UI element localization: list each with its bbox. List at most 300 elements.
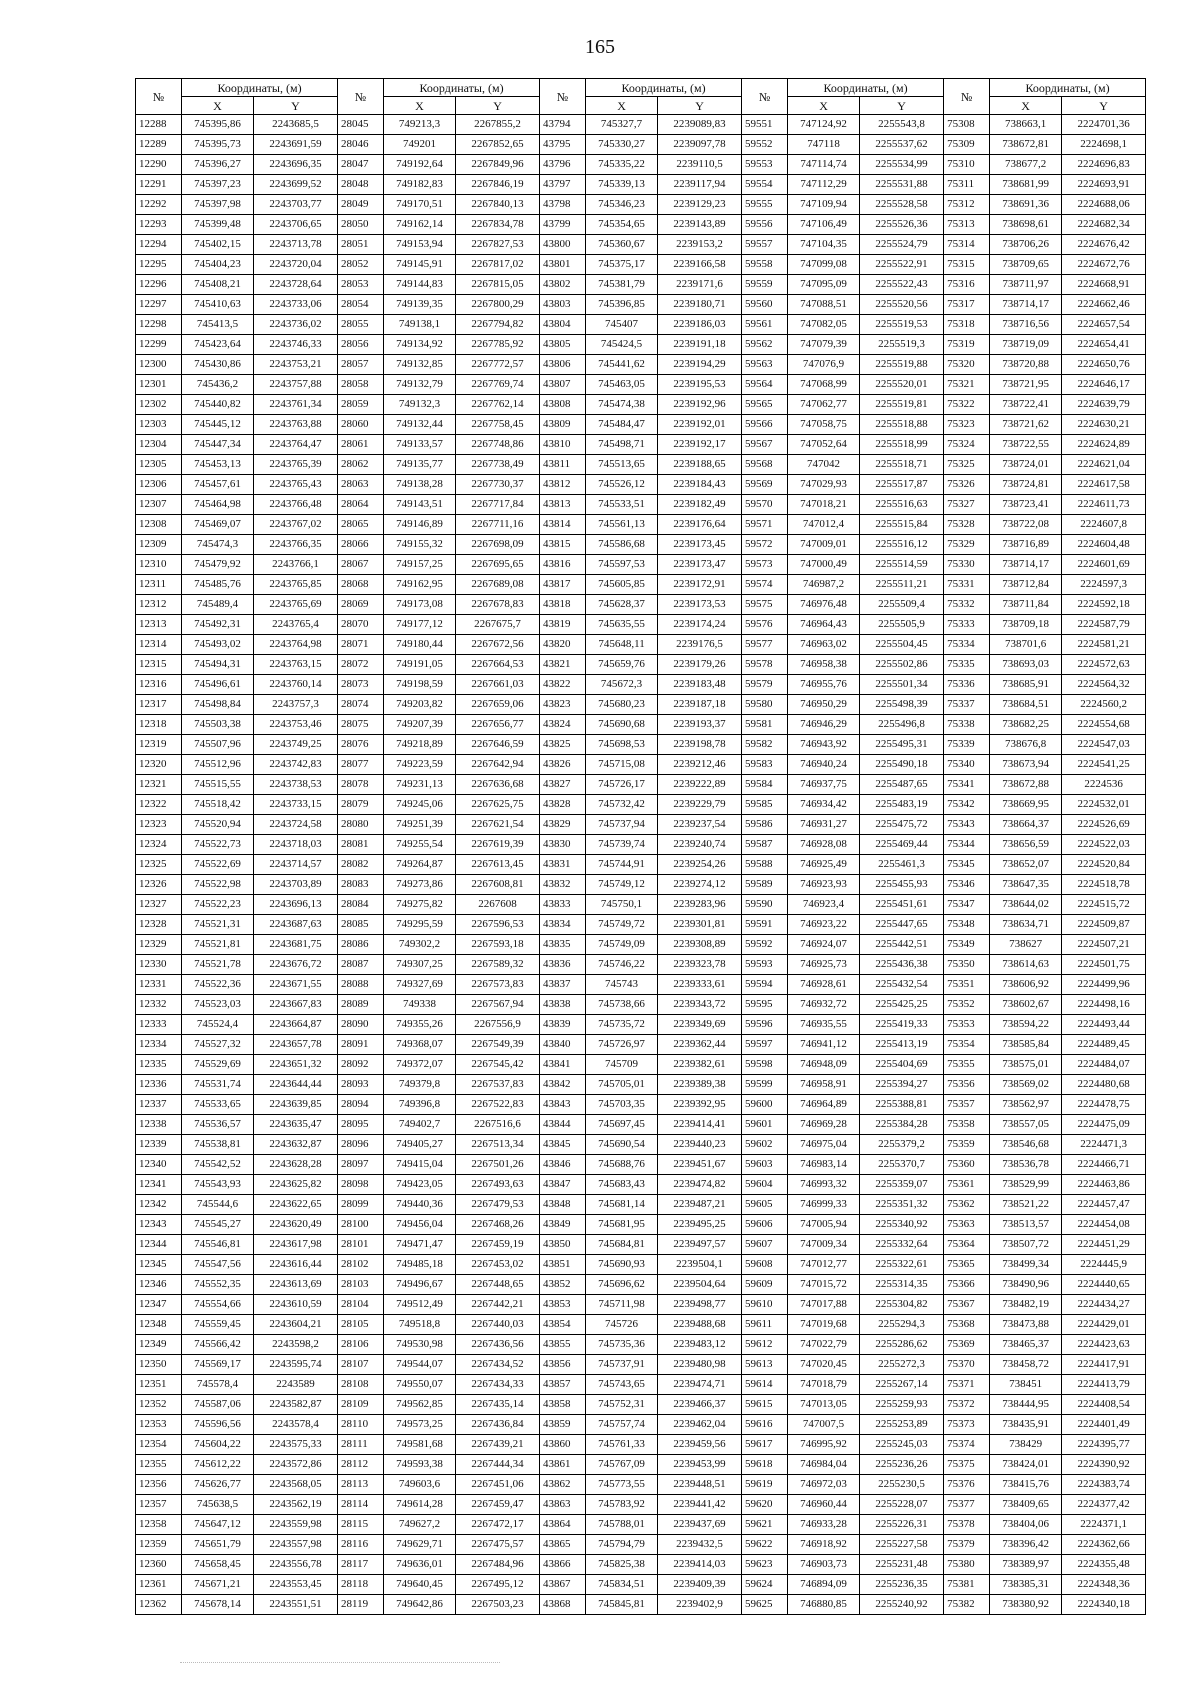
coord-y: 2255253,89 [860,1415,944,1435]
coord-y: 2243703,77 [254,195,338,215]
coord-y: 2239487,21 [658,1195,742,1215]
coord-y: 2255537,62 [860,135,944,155]
coord-x: 738465,37 [990,1335,1062,1355]
coord-x: 738664,37 [990,815,1062,835]
point-number: 75319 [944,335,990,355]
coord-x: 745457,61 [182,475,254,495]
coord-x: 747013,05 [788,1395,860,1415]
coord-x: 749302,2 [384,935,456,955]
point-number: 28105 [338,1315,384,1335]
coord-y: 2267589,32 [456,955,540,975]
coord-x: 738711,97 [990,275,1062,295]
coord-y: 2255394,27 [860,1075,944,1095]
coord-y: 2255519,81 [860,395,944,415]
coord-y: 2255475,72 [860,815,944,835]
coord-y: 2239173,45 [658,535,742,555]
coord-x: 749213,3 [384,115,456,135]
coord-x: 749180,44 [384,635,456,655]
point-number: 75315 [944,255,990,275]
point-number: 75344 [944,835,990,855]
point-number: 75345 [944,855,990,875]
coord-x: 738719,09 [990,335,1062,355]
point-number: 59551 [742,115,788,135]
coord-x: 749629,71 [384,1535,456,1555]
point-number: 28107 [338,1355,384,1375]
point-number: 59556 [742,215,788,235]
coord-y: 2255518,88 [860,415,944,435]
coord-y: 2224520,84 [1062,855,1146,875]
point-number: 75376 [944,1475,990,1495]
point-number: 28090 [338,1015,384,1035]
table-row [136,1555,1146,1575]
coord-x: 745681,14 [586,1195,658,1215]
coord-x: 738684,51 [990,695,1062,715]
point-number: 28065 [338,515,384,535]
point-number: 12310 [136,555,182,575]
point-number: 43860 [540,1435,586,1455]
table-row [136,915,1146,935]
point-number: 59575 [742,595,788,615]
coord-x: 738698,61 [990,215,1062,235]
point-number: 75321 [944,375,990,395]
coord-x: 746972,03 [788,1475,860,1495]
point-number: 75377 [944,1495,990,1515]
coord-y: 2239195,53 [658,375,742,395]
coord-y: 2243556,78 [254,1555,338,1575]
coord-y: 2255502,86 [860,655,944,675]
coord-x: 738499,34 [990,1255,1062,1275]
coord-y: 2239437,69 [658,1515,742,1535]
coord-x: 746958,38 [788,655,860,675]
coord-y: 2255245,03 [860,1435,944,1455]
point-number: 43812 [540,475,586,495]
point-number: 28115 [338,1515,384,1535]
coord-y: 2267545,42 [456,1055,540,1075]
coord-x: 749642,86 [384,1595,456,1615]
coord-y: 2239474,82 [658,1175,742,1195]
point-number: 43813 [540,495,586,515]
point-number: 59579 [742,675,788,695]
coord-y: 2239174,24 [658,615,742,635]
point-number: 12342 [136,1195,182,1215]
point-number: 75370 [944,1355,990,1375]
table-row [136,1075,1146,1095]
point-number: 43863 [540,1495,586,1515]
coord-x: 745737,91 [586,1355,658,1375]
point-number: 75338 [944,715,990,735]
coord-y: 2243578,4 [254,1415,338,1435]
coord-y: 2239184,43 [658,475,742,495]
coord-y: 2267794,82 [456,315,540,335]
point-number: 59613 [742,1355,788,1375]
table-row [136,615,1146,635]
point-number: 28087 [338,955,384,975]
coord-y: 2255519,3 [860,335,944,355]
coord-y: 2243664,87 [254,1015,338,1035]
point-number: 43806 [540,355,586,375]
coord-y: 2243644,44 [254,1075,338,1095]
coord-y: 2224630,21 [1062,415,1146,435]
point-number: 43825 [540,735,586,755]
coord-x: 745566,42 [182,1335,254,1355]
coord-x: 749512,49 [384,1295,456,1315]
coord-x: 749132,79 [384,375,456,395]
coord-y: 2224509,87 [1062,915,1146,935]
coord-x: 738669,95 [990,795,1062,815]
coord-x: 745512,96 [182,755,254,775]
point-number: 75328 [944,515,990,535]
coord-x: 749134,92 [384,335,456,355]
table-row [136,1095,1146,1115]
coord-x: 747052,64 [788,435,860,455]
coord-x: 738709,65 [990,255,1062,275]
coord-x: 746960,44 [788,1495,860,1515]
coord-y: 2224592,18 [1062,595,1146,615]
coord-y: 2239453,99 [658,1455,742,1475]
coord-y: 2255230,5 [860,1475,944,1495]
coord-x: 738409,65 [990,1495,1062,1515]
point-number: 12352 [136,1395,182,1415]
coord-y: 2224390,92 [1062,1455,1146,1475]
coord-x: 749603,6 [384,1475,456,1495]
coord-y: 2239153,2 [658,235,742,255]
table-row [136,1055,1146,1075]
coord-y: 2243625,82 [254,1175,338,1195]
coord-x: 747109,94 [788,195,860,215]
coord-x: 749405,27 [384,1135,456,1155]
coord-x: 738721,95 [990,375,1062,395]
coord-x: 746976,48 [788,595,860,615]
table-row [136,655,1146,675]
point-number: 75369 [944,1335,990,1355]
point-number: 75340 [944,755,990,775]
point-number: 75363 [944,1215,990,1235]
point-number: 43824 [540,715,586,735]
coord-x: 746993,32 [788,1175,860,1195]
table-row [136,815,1146,835]
table-row [136,1175,1146,1195]
coord-y: 2239504,64 [658,1275,742,1295]
point-number: 28086 [338,935,384,955]
coord-y: 2255526,36 [860,215,944,235]
point-number: 12350 [136,1355,182,1375]
coord-x: 749368,07 [384,1035,456,1055]
coord-x: 749640,45 [384,1575,456,1595]
coord-x: 746995,92 [788,1435,860,1455]
point-number: 12298 [136,315,182,335]
coord-x: 745399,48 [182,215,254,235]
coord-y: 2239254,26 [658,855,742,875]
point-number: 43818 [540,595,586,615]
coord-x: 745493,02 [182,635,254,655]
coord-x: 745521,31 [182,915,254,935]
coord-y: 2224668,91 [1062,275,1146,295]
point-number: 43823 [540,695,586,715]
point-number: 28110 [338,1415,384,1435]
point-number: 59622 [742,1535,788,1555]
point-number: 12340 [136,1155,182,1175]
coord-y: 2255519,53 [860,315,944,335]
coord-y: 2243738,53 [254,775,338,795]
coord-y: 2255370,7 [860,1155,944,1175]
coord-x: 749153,94 [384,235,456,255]
point-number: 43847 [540,1175,586,1195]
point-number: 75311 [944,175,990,195]
coord-y: 2239409,39 [658,1575,742,1595]
coord-x: 747106,49 [788,215,860,235]
coord-x: 745538,81 [182,1135,254,1155]
point-number: 28060 [338,415,384,435]
coord-y: 2224377,42 [1062,1495,1146,1515]
coord-x: 749201 [384,135,456,155]
point-number: 59612 [742,1335,788,1355]
coord-y: 2224672,76 [1062,255,1146,275]
coord-x: 749133,57 [384,435,456,455]
coord-y: 2239194,29 [658,355,742,375]
point-number: 75364 [944,1235,990,1255]
point-number: 28046 [338,135,384,155]
coord-x: 747112,29 [788,175,860,195]
point-number: 28114 [338,1495,384,1515]
coord-y: 2243568,05 [254,1475,338,1495]
table-row [136,875,1146,895]
table-row [136,275,1146,295]
coord-y: 2224480,68 [1062,1075,1146,1095]
coord-x: 745445,12 [182,415,254,435]
point-number: 12353 [136,1415,182,1435]
coord-y: 2267642,94 [456,755,540,775]
coord-y: 2267817,02 [456,255,540,275]
coord-y: 2267689,08 [456,575,540,595]
coord-y: 2224581,21 [1062,635,1146,655]
coord-x: 745596,56 [182,1415,254,1435]
table-row [136,1395,1146,1415]
coord-y: 2267625,75 [456,795,540,815]
coord-x: 745536,57 [182,1115,254,1135]
table-row [136,955,1146,975]
coord-x: 745542,52 [182,1155,254,1175]
coord-y: 2255498,39 [860,695,944,715]
header-y: Y [1062,97,1146,115]
coord-y: 2243657,78 [254,1035,338,1055]
coord-x: 749173,08 [384,595,456,615]
header-x: X [788,97,860,115]
coord-y: 2239488,68 [658,1315,742,1335]
coord-x: 746928,61 [788,975,860,995]
point-number: 75336 [944,675,990,695]
coord-x: 749614,28 [384,1495,456,1515]
point-number: 75353 [944,1015,990,1035]
coord-x: 745651,79 [182,1535,254,1555]
point-number: 59621 [742,1515,788,1535]
coord-y: 2239182,49 [658,495,742,515]
point-number: 59608 [742,1255,788,1275]
coord-y: 2267516,6 [456,1115,540,1135]
coord-y: 2243736,02 [254,315,338,335]
point-number: 28098 [338,1175,384,1195]
point-number: 43821 [540,655,586,675]
coord-x: 738720,88 [990,355,1062,375]
table-row [136,695,1146,715]
point-number: 28083 [338,875,384,895]
table-row [136,1595,1146,1615]
point-number: 43841 [540,1055,586,1075]
coord-y: 2267852,65 [456,135,540,155]
point-number: 28117 [338,1555,384,1575]
coord-x: 745552,35 [182,1275,254,1295]
point-number: 12292 [136,195,182,215]
point-number: 12291 [136,175,182,195]
point-number: 59587 [742,835,788,855]
coord-x: 738634,71 [990,915,1062,935]
table-row [136,295,1146,315]
coord-y: 2243733,06 [254,295,338,315]
point-number: 59577 [742,635,788,655]
point-number: 75375 [944,1455,990,1475]
table-row [136,1275,1146,1295]
point-number: 43799 [540,215,586,235]
coord-x: 749456,04 [384,1215,456,1235]
table-header [136,79,1146,115]
point-number: 43829 [540,815,586,835]
coord-x: 745498,84 [182,695,254,715]
point-number: 59611 [742,1315,788,1335]
coord-x: 745761,33 [586,1435,658,1455]
point-number: 59603 [742,1155,788,1175]
coord-y: 2243706,65 [254,215,338,235]
coord-x: 746940,24 [788,755,860,775]
coord-x: 747015,72 [788,1275,860,1295]
coord-x: 747018,21 [788,495,860,515]
coord-x: 745671,21 [182,1575,254,1595]
point-number: 12351 [136,1375,182,1395]
point-number: 28111 [338,1435,384,1455]
point-number: 75357 [944,1095,990,1115]
point-number: 43830 [540,835,586,855]
coord-y: 2239229,79 [658,795,742,815]
coord-x: 749157,25 [384,555,456,575]
coord-y: 2239414,03 [658,1555,742,1575]
coord-x: 746937,75 [788,775,860,795]
point-number: 43858 [540,1395,586,1415]
coord-x: 745647,12 [182,1515,254,1535]
coord-y: 2243763,15 [254,655,338,675]
coord-y: 2267646,59 [456,735,540,755]
coord-y: 2243724,58 [254,815,338,835]
coord-y: 2239192,01 [658,415,742,435]
coord-y: 2255332,64 [860,1235,944,1255]
coord-y: 2267785,92 [456,335,540,355]
point-number: 59552 [742,135,788,155]
header-coordinates: Координаты, (м) [586,79,742,97]
coord-y: 2243765,69 [254,595,338,615]
coord-x: 747068,99 [788,375,860,395]
coord-y: 2255511,21 [860,575,944,595]
point-number: 12348 [136,1315,182,1335]
coord-y: 2239180,71 [658,295,742,315]
point-number: 75372 [944,1395,990,1415]
point-number: 28071 [338,635,384,655]
coord-x: 738663,1 [990,115,1062,135]
point-number: 75332 [944,595,990,615]
coord-y: 2267453,02 [456,1255,540,1275]
coord-y: 2239362,44 [658,1035,742,1055]
coord-y: 2255379,2 [860,1135,944,1155]
coord-x: 747095,09 [788,275,860,295]
table-row [136,455,1146,475]
point-number: 12358 [136,1515,182,1535]
coord-x: 746918,92 [788,1535,860,1555]
coord-y: 2255304,82 [860,1295,944,1315]
point-number: 12290 [136,155,182,175]
coord-y: 2239193,37 [658,715,742,735]
header-coordinates: Координаты, (м) [384,79,540,97]
coord-x: 745684,81 [586,1235,658,1255]
coord-x: 745395,86 [182,115,254,135]
table-row [136,1235,1146,1255]
coord-y: 2239198,78 [658,735,742,755]
coord-y: 2224662,46 [1062,295,1146,315]
coord-x: 745638,5 [182,1495,254,1515]
coord-x: 745515,55 [182,775,254,795]
coord-x: 745749,12 [586,875,658,895]
point-number: 75337 [944,695,990,715]
table-row [136,515,1146,535]
coord-y: 2224597,3 [1062,575,1146,595]
coord-y: 2239451,67 [658,1155,742,1175]
point-number: 59591 [742,915,788,935]
coord-y: 2224682,34 [1062,215,1146,235]
point-number: 59590 [742,895,788,915]
point-number: 75368 [944,1315,990,1335]
point-number: 43835 [540,935,586,955]
point-number: 59585 [742,795,788,815]
coord-x: 749145,91 [384,255,456,275]
table-row [136,975,1146,995]
point-number: 43844 [540,1115,586,1135]
coord-y: 2239459,56 [658,1435,742,1455]
point-number: 43795 [540,135,586,155]
coord-y: 2224624,89 [1062,435,1146,455]
coord-y: 2224526,69 [1062,815,1146,835]
coord-x: 749396,8 [384,1095,456,1115]
point-number: 75371 [944,1375,990,1395]
coord-y: 2255226,31 [860,1515,944,1535]
coord-y: 2267613,45 [456,855,540,875]
coord-x: 747009,01 [788,535,860,555]
coord-x: 738396,42 [990,1535,1062,1555]
coord-x: 738389,97 [990,1555,1062,1575]
point-number: 12295 [136,255,182,275]
table-row [136,195,1146,215]
coord-x: 747012,77 [788,1255,860,1275]
point-number: 75335 [944,655,990,675]
coord-x: 745690,68 [586,715,658,735]
coord-y: 2239173,47 [658,555,742,575]
coord-x: 738435,91 [990,1415,1062,1435]
point-number: 28118 [338,1575,384,1595]
point-number: 12309 [136,535,182,555]
point-number: 28049 [338,195,384,215]
point-number: 75316 [944,275,990,295]
point-number: 12362 [136,1595,182,1615]
coord-x: 749338 [384,995,456,1015]
point-number: 12289 [136,135,182,155]
coord-y: 2239187,18 [658,695,742,715]
point-number: 43861 [540,1455,586,1475]
coord-x: 746984,04 [788,1455,860,1475]
point-number: 75324 [944,435,990,455]
